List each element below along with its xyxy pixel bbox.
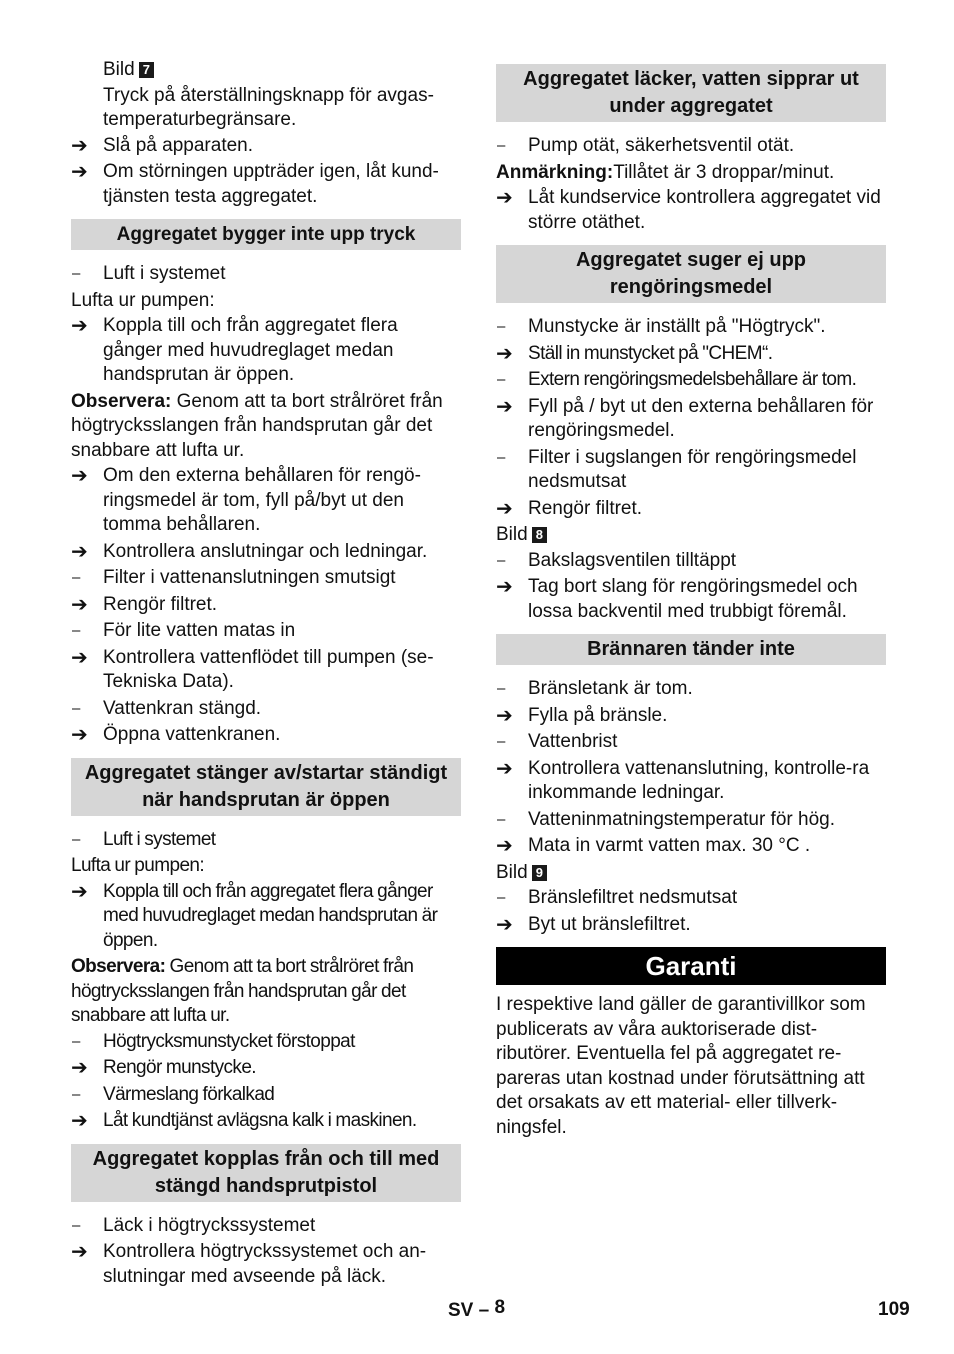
cause-item: – Luft i systemet: [71, 262, 461, 287]
paragraph: Tryck på återställningsknapp för avgas-temperaturbegränsare.: [103, 84, 434, 130]
arrow-icon: ➔: [71, 724, 88, 746]
dash-icon: –: [497, 318, 506, 335]
dash-icon: –: [72, 569, 81, 586]
garanti-text: I respektive land gäller de garantivillkor som publicerats av våra auktoriserade dist-ributörer. Eventuella fel på aggregatet re-pareras utan kostnad under förutsättning att det orsakats av ett material- eller tillverk-ningsfel.: [496, 994, 866, 1138]
cause-item: – Vatteninmatningstemperatur för hög.: [496, 808, 886, 833]
dash-icon: –: [72, 1032, 80, 1050]
page-number: 109: [878, 1299, 910, 1320]
right-column: [496, 58, 886, 1141]
cause-item: – Pump otät, säkerhetsventil otät.: [496, 134, 886, 159]
footer-language: SV – 8: [448, 1297, 506, 1321]
dash-icon: –: [497, 810, 506, 828]
arrow-icon: ➔: [71, 1057, 88, 1079]
arrow-icon: ➔: [496, 835, 513, 857]
section-heading: Brännaren tänder inte: [496, 634, 886, 665]
action-item: ➔ Kontrollera vattenanslutning, kontrolle-ra inkommande ledningar.: [496, 757, 870, 803]
action-item: ➔ Ställ in munstycket på "CHEM“.: [496, 342, 773, 365]
cause-item: – Värmeslang förkalkad: [71, 1083, 461, 1108]
cause-item: – Filter i vattenanslutningen smutsigt: [71, 566, 461, 591]
dash-icon: –: [72, 265, 81, 282]
dash-icon: –: [72, 699, 81, 717]
action-item: ➔ Rengör filtret.: [496, 497, 643, 520]
action-item: ➔ Öppna vattenkranen.: [71, 724, 281, 746]
action-item: ➔ Om den externa behållaren för rengö-ringsmedel är tom, fyll på/byt ut den tomma behållaren.: [71, 465, 421, 535]
cause-item: – Munstycke är inställt på "Högtryck".: [496, 315, 886, 340]
arrow-icon: ➔: [71, 161, 88, 183]
figure-ref: Bild 8: [496, 523, 886, 548]
action-item: ➔ Rengör munstycke.: [71, 1057, 256, 1079]
arrow-icon: ➔: [71, 646, 88, 669]
action-item: ➔ Fylla på bränsle.: [496, 704, 668, 727]
arrow-icon: ➔: [71, 540, 88, 563]
arrow-icon: ➔: [496, 187, 513, 209]
action-item: ➔ Kontrollera högtryckssystemet och an-slutningar med avseende på läck.: [71, 1241, 427, 1287]
arrow-icon: ➔: [496, 395, 513, 418]
action-item: ➔ Slå på apparaten.: [71, 134, 254, 157]
cause-item: – Läck i högtryckssystemet: [71, 1214, 461, 1239]
arrow-icon: ➔: [496, 913, 513, 936]
cause-item: – För lite vatten matas in: [71, 619, 461, 644]
action-item: ➔ Kontrollera anslutningar och ledningar.: [71, 540, 428, 563]
cause-item: – Vattenbrist: [496, 730, 886, 755]
note: Anmärkning:Tillåtet är 3 droppar/minut.: [496, 161, 835, 183]
note: Observera: Genom att ta bort strålröret från högtrycksslangen från handsprutan går det snabbare att lufta ur.: [71, 390, 443, 461]
figure-ref: Bild 9: [496, 861, 886, 886]
paragraph: Lufta ur pumpen:: [71, 855, 205, 876]
arrow-icon: ➔: [496, 757, 513, 780]
dash-icon: –: [497, 371, 505, 388]
arrow-icon: ➔: [71, 1110, 88, 1132]
dash-icon: –: [497, 889, 506, 906]
figure-number: 9: [532, 865, 547, 881]
figure-number: 8: [532, 527, 547, 543]
dash-icon: –: [497, 733, 506, 750]
action-item: ➔ Byt ut bränslefiltret.: [496, 913, 691, 936]
section-heading: Aggregatet läcker, vatten sipprar ut under aggregatet: [496, 64, 886, 122]
cause-item: – Luft i systemet: [71, 828, 461, 853]
note: Observera: Genom att ta bort strålröret från högtrycksslangen från handsprutan går det snabbare att lufta ur.: [71, 956, 414, 1026]
cause-item: – Bränslefiltret nedsmutsat: [496, 886, 886, 911]
action-item: ➔ Koppla till och från aggregatet flera gånger med huvudreglaget medan handsprutan är öppen.: [71, 315, 398, 385]
action-item: ➔ Fyll på / byt ut den externa behållaren för rengöringsmedel.: [496, 395, 874, 441]
action-item: ➔ Kontrollera vattenflödet till pumpen (se-Tekniska Data).: [71, 646, 434, 692]
cause-item: – Högtrycksmunstycket förstoppat: [71, 1030, 461, 1055]
action-item: ➔ Mata in varmt vatten max. 30 °C .: [496, 835, 811, 857]
action-item: ➔ Låt kundservice kontrollera aggregatet vid större otäthet.: [496, 187, 881, 233]
dash-icon: –: [72, 622, 81, 639]
arrow-icon: ➔: [496, 576, 513, 598]
action-item: ➔ Koppla till och från aggregatet flera gånger med huvudreglaget medan handsprutan är öppen.: [71, 880, 438, 951]
section-heading: Aggregatet bygger inte upp tryck: [71, 219, 461, 250]
dash-icon: –: [497, 137, 506, 154]
action-item: ➔ Om störningen uppträder igen, låt kund-tjänsten testa aggregatet.: [71, 161, 439, 207]
arrow-icon: ➔: [71, 465, 88, 487]
left-column: [71, 58, 461, 1291]
arrow-icon: ➔: [71, 880, 88, 903]
arrow-icon: ➔: [71, 315, 88, 337]
dash-icon: –: [497, 551, 506, 569]
dash-icon: –: [497, 680, 506, 697]
cause-item: – Bakslagsventilen tilltäppt: [496, 549, 886, 574]
cause-item: – Filter i sugslangen för rengöringsmedel nedsmutsat: [497, 446, 857, 492]
paragraph: Lufta ur pumpen:: [71, 289, 215, 311]
dash-icon: –: [72, 1085, 80, 1103]
figure-number: 7: [139, 62, 154, 78]
dash-icon: –: [72, 1216, 81, 1234]
action-item: ➔ Rengör filtret.: [71, 593, 218, 616]
arrow-icon: ➔: [496, 704, 513, 727]
figure-ref: Bild 7: [71, 58, 461, 83]
cause-item: – Bränsletank är tom.: [496, 677, 886, 702]
section-heading: Aggregatet kopplas från och till med stängd handsprutpistol: [71, 1144, 461, 1202]
arrow-icon: ➔: [496, 497, 513, 520]
arrow-icon: ➔: [71, 134, 88, 157]
dash-icon: –: [497, 448, 506, 466]
garanti-heading: Garanti: [496, 947, 886, 985]
cause-item: – Vattenkran stängd.: [71, 697, 461, 722]
section-heading: Aggregatet suger ej upp rengöringsmedel: [496, 245, 886, 303]
arrow-icon: ➔: [71, 593, 88, 616]
cause-item: – Extern rengöringsmedelsbehållare är tom.: [496, 368, 886, 393]
section-heading: Aggregatet stänger av/startar ständigt när handsprutan är öppen: [71, 758, 461, 816]
dash-icon: –: [72, 830, 80, 848]
arrow-icon: ➔: [71, 1241, 88, 1263]
arrow-icon: ➔: [496, 342, 513, 365]
action-item: ➔ Tag bort slang för rengöringsmedel och lossa backventil med trubbigt föremål.: [496, 576, 858, 622]
action-item: ➔ Låt kundtjänst avlägsna kalk i maskinen.: [71, 1110, 417, 1132]
